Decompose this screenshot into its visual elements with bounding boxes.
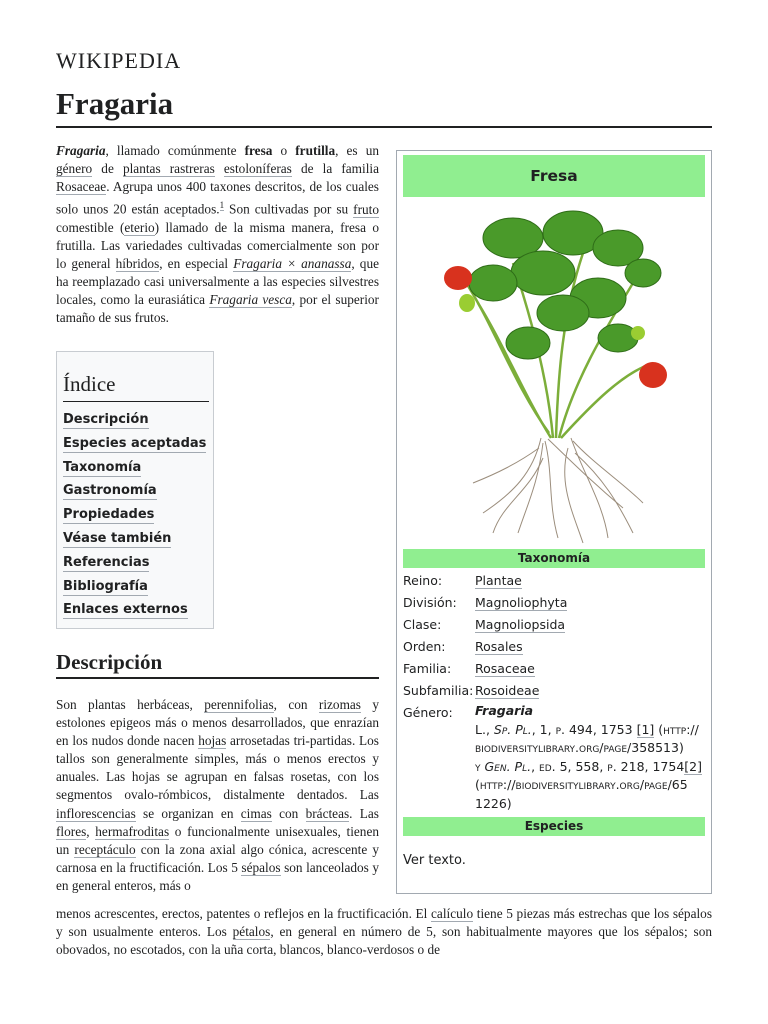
toc-item-enlaces-externos[interactable]: Enlaces externos — [63, 602, 188, 618]
species-text: Ver texto. — [403, 853, 466, 868]
title-divider — [56, 126, 712, 128]
link-petalos[interactable]: pétalos — [232, 924, 271, 940]
link-cimas[interactable]: cimas — [240, 805, 272, 821]
taxobox-title: Fresa — [403, 155, 705, 197]
link-hibridos[interactable]: híbridos — [115, 255, 160, 271]
link-fragaria-ananassa[interactable]: Fragaria × ananassa — [233, 255, 352, 271]
toc-item-gastronomia[interactable]: Gastronomía — [63, 483, 157, 499]
taxonomy-section-header: Taxonomía — [403, 549, 705, 568]
link-magnoliophyta[interactable]: Magnoliophyta — [475, 595, 568, 610]
external-link-1[interactable]: [1] — [636, 721, 655, 737]
section-heading-descripcion: Descripción — [56, 650, 163, 674]
descripcion-paragraph: Son plantas herbáceas, perennifolias, con rizomas y estolones epigeos más o menos desarrollados, que enrazían en los nudos donde nacen hojas arrosetadas tri-partidas. Los tallos son generalmente simples, más o menos erectos y anuales. Las hojas se agrupan en falsas rosetas, con los segmentos ovalo-rómbicos, distalmente dentados. Las inflorescencias se organizan en cimas con brácteas. Las flores, hermafroditas o funcionalmente unisexuales, tienen un receptáculo con la zona axial algo cónica, acrescente y carnosa en la fructificación. Los 5 sépalos son lanceolados y en general enteros, más o — [56, 697, 380, 893]
link-rosoideae[interactable]: Rosoideae — [475, 683, 540, 698]
table-of-contents — [56, 351, 214, 629]
link-bracteas[interactable]: brácteas — [305, 805, 350, 821]
link-sepalos[interactable]: sépalos — [241, 859, 281, 875]
link-perennifolias[interactable]: perennifolias — [204, 697, 274, 712]
link-flores[interactable]: flores — [56, 823, 87, 839]
link-hermafroditas[interactable]: hermafroditas — [95, 823, 170, 839]
species-section-header: Especies — [403, 817, 705, 836]
link-estoloniferas[interactable]: estoloníferas — [223, 161, 292, 177]
toc-item-bibliografia[interactable]: Bibliografía — [63, 578, 148, 594]
section-divider — [56, 677, 379, 679]
toc-item-propiedades[interactable]: Propiedades — [63, 507, 155, 523]
link-rizomas[interactable]: rizomas — [318, 697, 361, 712]
link-plantas-rastreras[interactable]: plantas rastreras — [122, 161, 215, 177]
toc-item-vease-tambien[interactable]: Véase también — [63, 530, 172, 546]
toc-item-referencias[interactable]: Referencias — [63, 554, 150, 570]
external-link-2[interactable]: [2] — [684, 758, 703, 774]
link-genero[interactable]: género — [56, 161, 93, 177]
genus-value: Fragaria L., Sp. Pl., 1, p. 494, 1753 [1] (http:// biodiversitylibrary.org/page/358513) y Gen. Pl., ed. 5, 558, p. 218, 1754[2] (http://biodiversitylibrary.org/page/65 1226) — [475, 703, 703, 811]
link-plantae[interactable]: Plantae — [475, 573, 522, 588]
taxobox: Fresa Taxonomía Reino: Plantae División: Magnoliophyta Clase: Magnoliopsida Orden: Rosales Familia: Rosaceae Subfamilia: Rosoideae Género: Fragaria L., Sp. Pl., 1, p. 494, 1753 [1] (http:// biodiversitylibrary.org/page/358513) y Gen. Pl., ed. 5, 558, p. 218, 1754[2] (http://biodiversitylibrary.org/page/65 1226) Especies Ver texto. — [396, 150, 712, 894]
link-eterio[interactable]: eterio — [124, 219, 155, 235]
link-magnoliopsida[interactable]: Magnoliopsida — [475, 617, 566, 632]
link-inflorescencias[interactable]: inflorescencias — [56, 805, 136, 821]
toc-item-descripcion[interactable]: Descripción — [63, 412, 149, 427]
strawberry-plant-image[interactable] — [433, 203, 675, 545]
link-caliculo[interactable]: calículo — [431, 906, 474, 921]
link-rosaceae[interactable]: Rosaceae — [56, 179, 107, 195]
link-rosales[interactable]: Rosales — [475, 639, 523, 654]
reference-1[interactable]: 1 — [219, 200, 225, 211]
link-receptaculo[interactable]: receptáculo — [74, 841, 136, 857]
intro-paragraph: Fragaria, llamado comúnmente fresa o frutilla, es un género de plantas rastreras estoloníferas de la familia Rosaceae. Agrupa unos 400 taxones descritos, de los cuales solo unos 20 están aceptados.$^1$ Son cultivadas por su fruto comestible (eterio) llamado de la misma manera, fresa o frutilla. Las variedades cultivadas comercialmente son por lo general híbridos, en especial Fragaria × ananassa, que ha reemplazado casi universalmente a las especies silvestres locales, como la eurasiática Fragaria vesca, por el superior tamaño de sus frutos. — [56, 143, 379, 326]
link-hojas[interactable]: hojas — [198, 733, 227, 749]
toc-item-especies-aceptadas[interactable]: Especies aceptadas — [63, 435, 207, 451]
link-fruto[interactable]: fruto — [353, 201, 379, 217]
link-rosaceae-taxobox[interactable]: Rosaceae — [475, 661, 535, 676]
toc-title: Índice — [63, 372, 209, 402]
toc-item-taxonomia[interactable]: Taxonomía — [63, 459, 142, 475]
link-fragaria-vesca[interactable]: Fragaria vesca — [209, 292, 292, 308]
genus-name: Fragaria — [475, 703, 534, 718]
page-title: Fragaria — [56, 86, 174, 121]
descripcion-paragraph-continued: menos acrescentes, erectos, patentes o reflejos en la fructificación. El calículo tiene 5 piezas más estrechas que los sépalos y son usualmente enteros. Los pétalos, en general en número de 5, son habitualmente mayores que los sépalos; son obovados, no escotados, con la uña corta, blancos, blanco-verdosos o de — [56, 906, 713, 958]
wikipedia-wordmark[interactable]: WIKIPEDIA — [56, 48, 182, 73]
